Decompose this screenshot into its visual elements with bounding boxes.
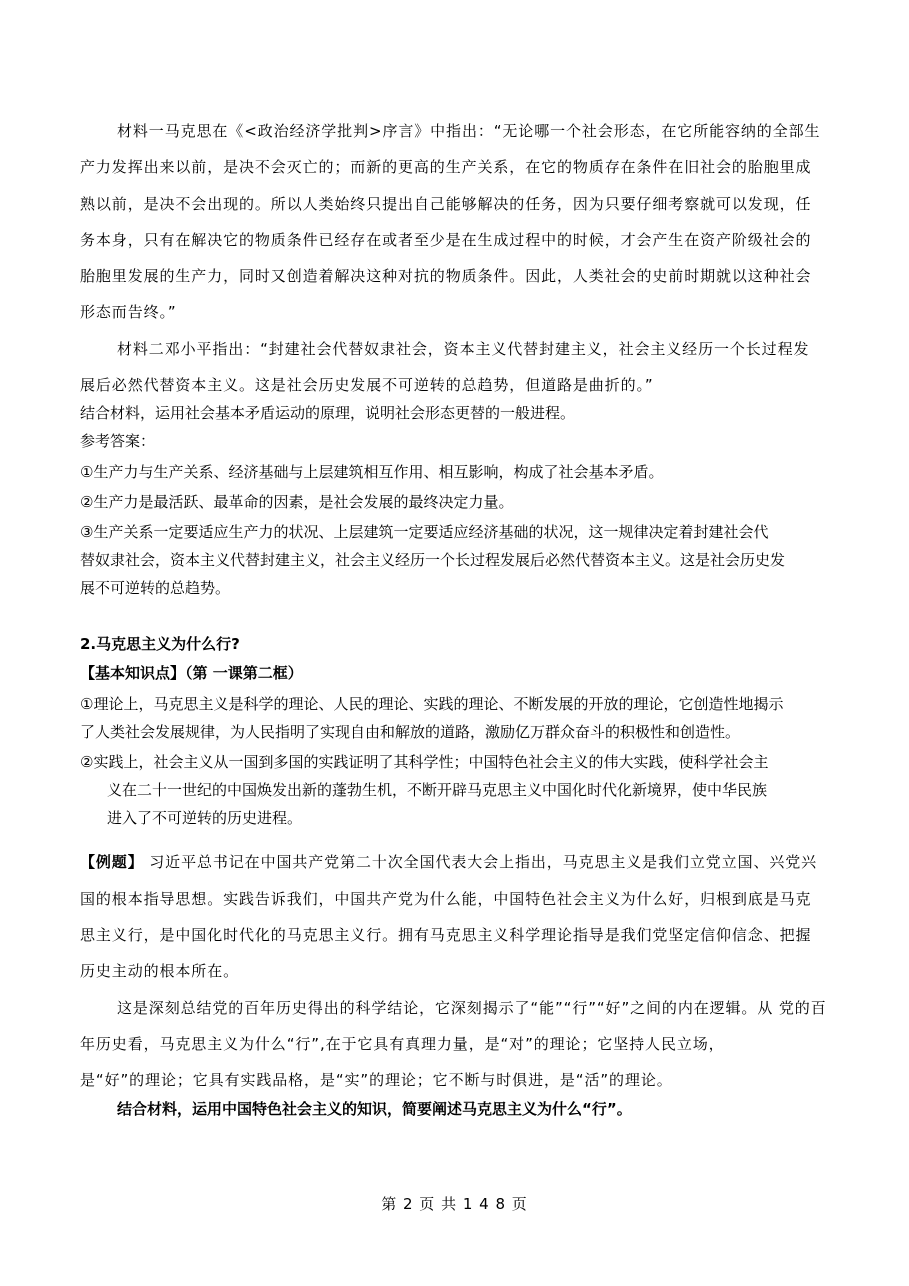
answer-heading: 参考答案： [80, 432, 156, 450]
knowledge-point: 进入了不可逆转的历史进程。 [107, 809, 303, 827]
example-line: 思主义行，是中国化时代化的马克思主义行。拥有马克思主义科学理论指导是我们党坚定信仰信念、把握 [80, 926, 812, 944]
knowledge-point: ①理论上，马克思主义是科学的理论、人民的理论、实践的理论、不断发展的开放的理论，它创造性地揭示 [80, 695, 784, 713]
example-line: 国的根本指导思想。实践告诉我们，中国共产党为什么能，中国特色社会主义为什么好，归根到底是马克 [80, 890, 812, 908]
knowledge-label: 【基本知识点】（第 一课第二框） [80, 664, 303, 682]
answer-item: ③生产关系一定要适应生产力的状况、上层建筑一定要适应经济基础的状况，这一规律决定着封建社会代 [80, 523, 769, 541]
material1-line: 材料一马克思在《<政治经济学批判>序言》中指出：“无论哪一个社会形态，在它所能容纳的全部生 [117, 122, 821, 140]
knowledge-point: 了人类社会发展规律，为人民指明了实现自由和解放的道路，激励亿万群众奋斗的积极性和创造性。 [80, 723, 741, 741]
example-line: 这是深刻总结党的百年历史得出的科学结论，它深刻揭示了“能”“行”“好”之间的内在逻辑。从 党的百 [117, 999, 827, 1017]
example-line [80, 852, 817, 872]
example-label: 【例题】 [80, 853, 144, 871]
example-line: 是“好”的理论；它具有实践品格，是“实”的理论；它不断与时俱进，是“活”的理论。 [80, 1071, 673, 1089]
page-footer: 第 2 页 共 1 4 8 页 [381, 1195, 528, 1213]
answer-item: 展不可逆转的总趋势。 [80, 579, 231, 597]
material2-line: 展后必然代替资本主义。这是社会历史发展不可逆转的总趋势，但道路是曲折的。” [80, 376, 654, 394]
example-line: 历史主动的根本所在。 [80, 962, 240, 980]
example-question: 结合材料，运用中国特色社会主义的知识，简要阐述马克思主义为什么“行”。 [117, 1100, 632, 1118]
material1-line: 形态而告终。” [80, 303, 177, 321]
example-line: 年历史看，马克思主义为什么“行”,在于它具有真理力量，是“对”的理论；它坚持人民立场， [80, 1035, 725, 1053]
answer-item: ①生产力与生产关系、经济基础与上层建筑相互作用、相互影响，构成了社会基本矛盾。 [80, 463, 664, 481]
knowledge-point: ②实践上，社会主义从一国到多国的实践证明了其科学性；中国特色社会主义的伟大实践，使科学社会主 [80, 753, 769, 771]
material2-line: 材料二邓小平指出：“封建社会代替奴隶社会，资本主义代替封建主义，社会主义经历一个长过程发 [117, 340, 810, 358]
example-text: 习近平总书记在中国共产党第二十次全国代表大会上指出，马克思主义是我们立党立国、兴党兴 [149, 853, 818, 871]
section2-title: 2.马克思主义为什么行? [80, 635, 240, 653]
question1-text: 结合材料，运用社会基本矛盾运动的原理，说明社会形态更替的一般进程。 [80, 404, 576, 422]
answer-item: ②生产力是最活跃、最革命的因素，是社会发展的最终决定力量。 [80, 493, 514, 511]
material1-line: 产力发挥出来以前，是决不会灭亡的；而新的更高的生产关系，在它的物质存在条件在旧社会的胎胞里成 [80, 158, 812, 176]
material1-line: 务本身，只有在解决它的物质条件已经存在或者至少是在生成过程中的时候，才会产生在资产阶级社会的 [80, 231, 812, 249]
answer-item: 替奴隶社会，资本主义代替封建主义，社会主义经历一个长过程发展后必然代替资本主义。这是社会历史发 [80, 551, 786, 569]
material1-line: 胎胞里发展的生产力，同时又创造着解决这种对抗的物质条件。因此，人类社会的史前时期就以这种社会 [80, 267, 812, 285]
knowledge-point: 义在二十一世纪的中国焕发出新的蓬勃生机，不断开辟马克思主义中国化时代化新境界，使中华民族 [107, 781, 768, 799]
material1-line: 熟以前，是决不会出现的。所以人类始终只提出自己能够解决的任务，因为只要仔细考察就可以发现，任 [80, 195, 812, 213]
